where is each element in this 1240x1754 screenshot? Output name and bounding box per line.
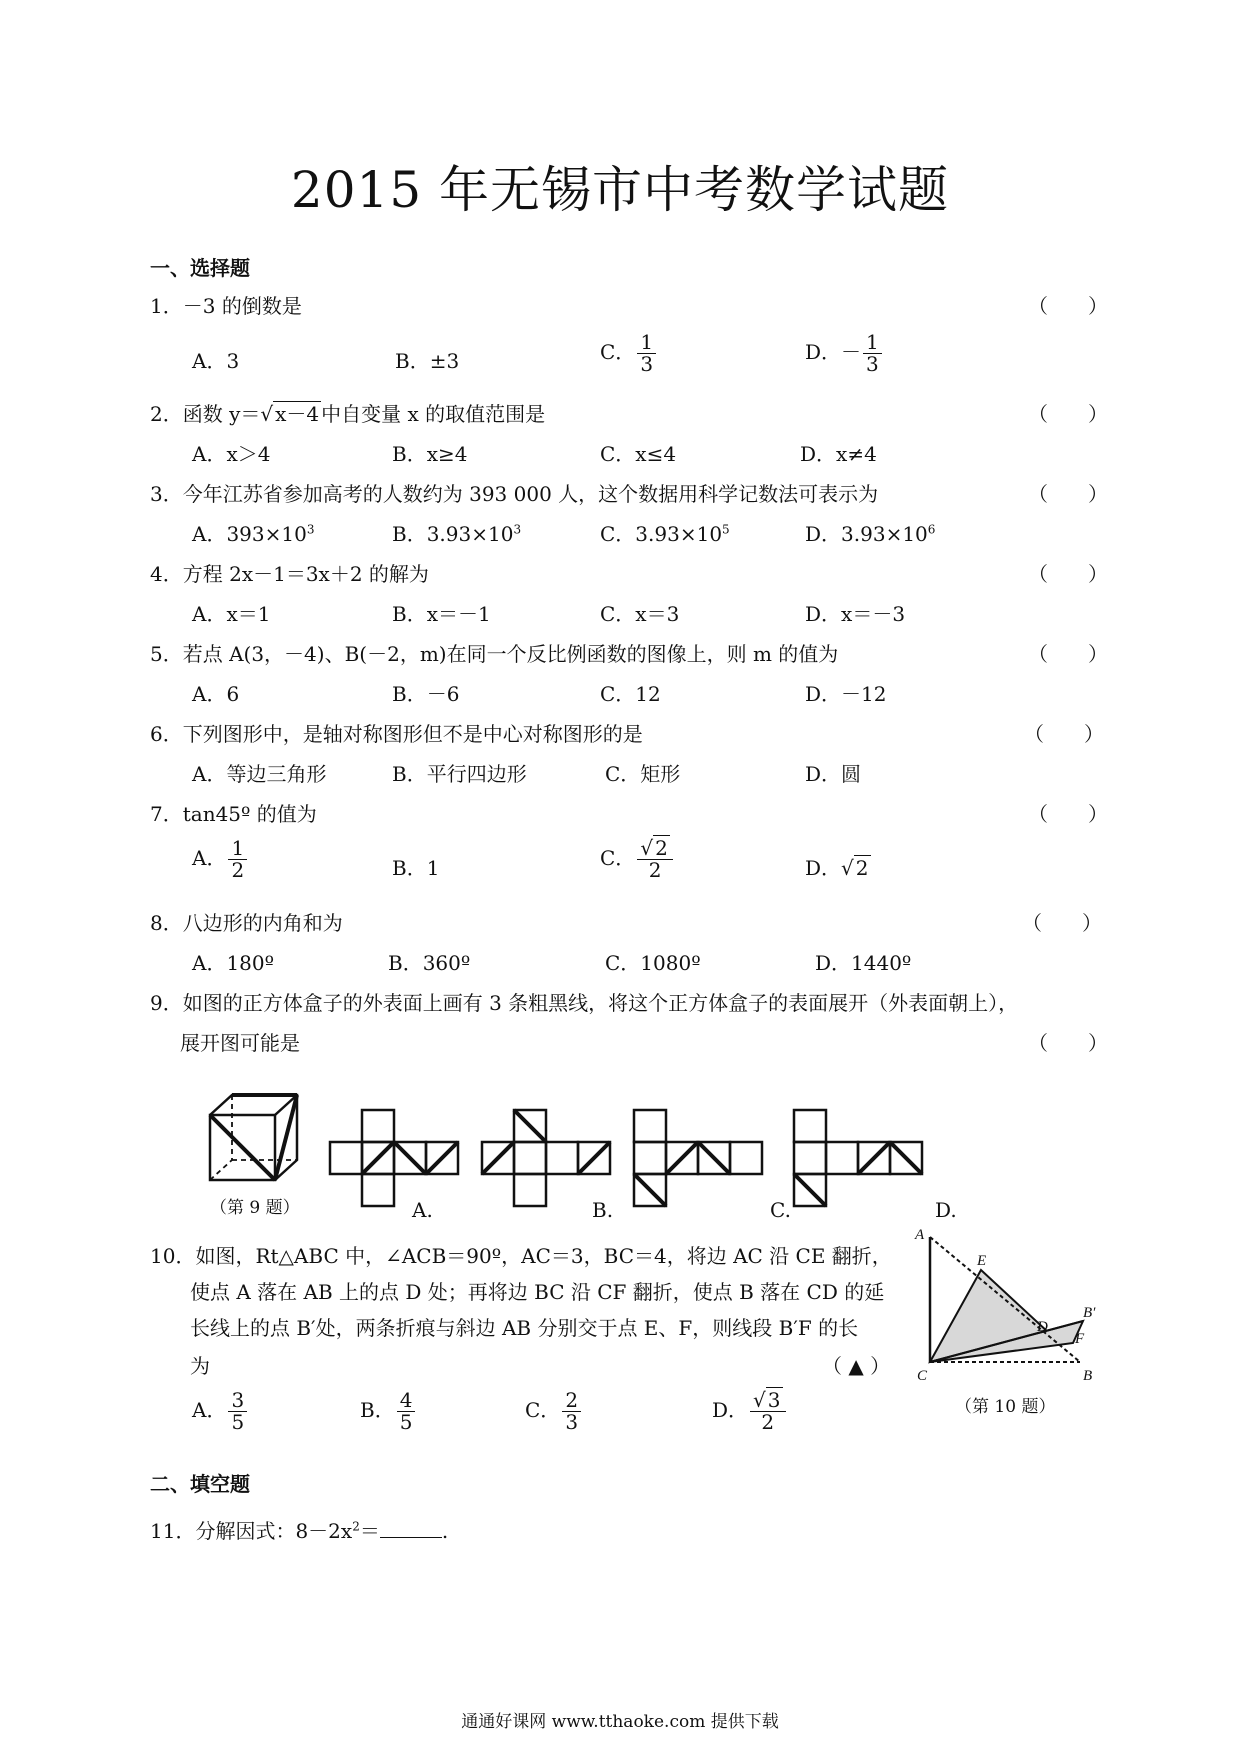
option-a: A． $\frac{3}{5}$ [192, 1390, 249, 1433]
point-e-label: E [977, 1253, 987, 1269]
option-c: C． $\frac{√ 2}{2}$ [600, 838, 675, 881]
point-d-label: D [1037, 1319, 1048, 1335]
question-3: 3．今年江苏省参加高考的人数约为 393 000 人，这个数据用科学记数法可表示为 [150, 482, 879, 506]
answer-paren: （ ） [1028, 482, 1108, 506]
question-number: 1． [150, 294, 183, 318]
triangle-figure [905, 1225, 1115, 1405]
option-b: B．平行四边形 [392, 762, 527, 786]
option-b: B． $\frac{4}{5}$ [360, 1390, 417, 1433]
option-b: B．－6 [392, 682, 460, 706]
option-a: A．等边三角形 [192, 762, 327, 786]
option-d: D．－ $\frac{1}{3}$ [805, 332, 884, 375]
option-d: D．－12 [805, 682, 887, 706]
fraction: $\frac{3}{5}$ [228, 1390, 247, 1433]
question-10-line2: 使点 A 落在 AB 上的点 D 处；再将边 BC 沿 CF 翻折，使点 B 落在 CD 的延 [190, 1280, 885, 1304]
option-c: C．x＝3 [600, 602, 680, 626]
option-a: A．x＞4 [192, 442, 271, 466]
option-c: C．$3.93\times 10^5$ [600, 522, 730, 546]
option-b: B．x≥4 [392, 442, 468, 466]
fraction: $\frac{2}{3}$ [562, 1390, 581, 1433]
option-c: C．x≤4 [600, 442, 677, 466]
option-b: B．±3 [395, 349, 460, 373]
option-b: B．1 [392, 856, 440, 880]
option-d: D．x＝－3 [805, 602, 906, 626]
answer-paren: （ ） [1028, 802, 1108, 826]
point-c-label: C [917, 1368, 928, 1384]
option-c: C． $\frac{1}{3}$ [600, 332, 658, 375]
fraction: $\frac{1}{3}$ [863, 332, 882, 375]
net-d-label: D. [935, 1198, 957, 1222]
option-d: D． $\frac{√ 3}{2}$ [712, 1390, 788, 1433]
answer-paren: （ ） [1022, 911, 1102, 935]
question-10-line4: 为 [190, 1354, 210, 1378]
question-11: 11．分解因式：$8-2x^2=$ . [150, 1519, 449, 1543]
question-9-line2: 展开图可能是 [180, 1031, 300, 1055]
answer-paren: （ ） [1028, 562, 1108, 586]
net-d [794, 1110, 922, 1206]
page-title: 2015 年无锡市中考数学试题 [290, 161, 950, 219]
net-b [482, 1110, 610, 1206]
option-b: B．$3.93\times 10^3$ [392, 522, 522, 546]
answer-blank [380, 1519, 442, 1538]
answer-paren: （ ） [1028, 1031, 1108, 1055]
fraction: $\frac{√ 3}{2}$ [750, 1390, 785, 1433]
section-choice-heading: 一、选择题 [150, 256, 250, 280]
answer-paren: （ ） [1028, 642, 1108, 666]
point-a-label: A [915, 1227, 925, 1243]
radicand: x－4 [275, 402, 320, 426]
section-fill-heading: 二、填空题 [150, 1472, 250, 1496]
net-a-label: A. [412, 1198, 433, 1222]
sqrt-sign: √ [260, 402, 274, 426]
option-c: C． $\frac{2}{3}$ [525, 1390, 583, 1433]
question-6: 6．下列图形中，是轴对称图形但不是中心对称图形的是 [150, 722, 643, 746]
option-a: A．3 [192, 349, 240, 373]
option-a: A．6 [192, 682, 240, 706]
answer-paren: （ ） [1028, 402, 1108, 426]
question-9: 9．如图的正方体盒子的外表面上画有 3 条粗黑线，将这个正方体盒子的表面展开（外表面朝上）， [150, 991, 1019, 1015]
answer-paren: （ ） [1024, 722, 1104, 746]
question-1 [150, 290, 302, 319]
net-c-label: C. [770, 1198, 791, 1222]
answer-paren: （ ） [1028, 294, 1108, 318]
point-f-label: F [1075, 1331, 1085, 1347]
fraction: $\frac{√ 2}{2}$ [637, 838, 672, 881]
question-text: －3 的倒数是 [182, 294, 302, 318]
question-8: 8．八边形的内角和为 [150, 911, 343, 935]
option-a: A．180º [192, 951, 275, 975]
figure-10-caption: （第 10 题） [955, 1397, 1056, 1417]
point-b-prime-label: B′ [1083, 1305, 1096, 1321]
option-d: D．$3.93\times 10^6$ [805, 522, 936, 546]
answer-paren: （ ▲ ） [822, 1354, 891, 1378]
figure-9-caption: （第 9 题） [210, 1198, 300, 1218]
cube-net-figure [200, 1070, 1040, 1230]
option-a: A． $\frac{1}{2}$ [192, 838, 249, 881]
question-10-line1: 10．如图，Rt△ABC 中，∠ACB＝90º，AC＝3，BC＝4，将边 AC 沿 CE 翻折， [150, 1244, 892, 1268]
question-7: 7．tan45º 的值为 [150, 802, 317, 826]
option-a: A．$393\times 10^3$ [192, 522, 315, 546]
question-2: 2．函数 y＝√ x－4 中自变量 x 的取值范围是 [150, 402, 546, 426]
footer-credit: 通通好课网 www.tthaoke.com 提供下载 [461, 1712, 779, 1732]
option-c: C．12 [600, 682, 661, 706]
fraction: $\frac{1}{2}$ [228, 838, 247, 881]
net-b-label: B. [592, 1198, 614, 1222]
cube-drawing [210, 1095, 297, 1180]
question-10-line3: 长线上的点 B′处，两条折痕与斜边 AB 分别交于点 E、F，则线段 B′F 的长 [190, 1316, 859, 1340]
option-c: C．矩形 [605, 762, 681, 786]
point-b-label: B [1083, 1368, 1093, 1384]
option-b: B．x＝－1 [392, 602, 491, 626]
question-4: 4．方程 2x－1＝3x＋2 的解为 [150, 562, 429, 586]
option-c: C．1080º [605, 951, 701, 975]
option-d: D．x≠4 [800, 442, 877, 466]
option-b: B．360º [388, 951, 471, 975]
net-c [634, 1110, 762, 1206]
question-5: 5．若点 A(3，－4)、B(－2，m)在同一个反比例函数的图像上，则 m 的值为 [150, 642, 839, 666]
option-d: D．1440º [815, 951, 912, 975]
fraction: $\frac{4}{5}$ [397, 1390, 416, 1433]
option-d: D．√ 2 [805, 856, 869, 880]
fraction: $\frac{1}{3}$ [637, 332, 656, 375]
option-a: A．x＝1 [192, 602, 271, 626]
option-d: D．圆 [805, 762, 862, 786]
net-a [330, 1110, 458, 1206]
